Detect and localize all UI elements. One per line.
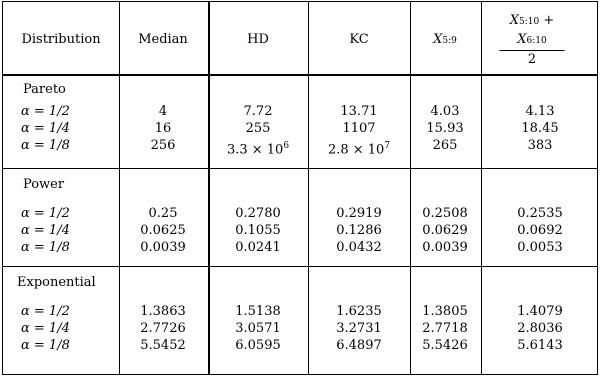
cell-median: 2.7726: [140, 321, 186, 336]
cell-hd: [227, 138, 289, 158]
results-table: [2, 1, 598, 375]
cell-x59: 2.7718: [422, 321, 468, 336]
cell-avg: 5.6143: [517, 338, 563, 353]
group-divider: [3, 266, 597, 267]
row-alpha-label: α = 1/4: [21, 121, 70, 136]
header-x59: X5:9: [433, 32, 457, 47]
cell-x59: 5.5426: [422, 338, 468, 353]
header-median: Median: [138, 32, 188, 47]
cell-hd: 0.0241: [235, 240, 281, 255]
cell-median: 0.0625: [140, 223, 186, 238]
header-divider: [3, 74, 597, 76]
cell-kc: 0.1286: [336, 223, 382, 238]
cell-kc-mantissa: 2.8 × 10: [327, 142, 385, 158]
column-divider: [481, 2, 482, 374]
cell-hd-mantissa: 3.3 × 10: [226, 142, 284, 158]
cell-kc: 1.6235: [336, 304, 382, 319]
cell-median: 0.25: [148, 206, 178, 221]
cell-hd: 6.0595: [235, 338, 281, 353]
cell-avg: 0.0053: [517, 240, 563, 255]
group-label-exponential: Exponential: [17, 275, 96, 290]
row-alpha-label: α = 1/2: [21, 104, 70, 119]
cell-kc: 1107: [342, 121, 376, 136]
group-label-power: Power: [23, 177, 65, 192]
cell-hd: 255: [245, 121, 271, 136]
row-alpha-label: α = 1/4: [21, 223, 70, 238]
cell-x59: 0.0629: [422, 223, 468, 238]
cell-hd: 3.0571: [235, 321, 281, 336]
cell-avg: 383: [527, 138, 553, 153]
cell-kc: 0.0432: [336, 240, 382, 255]
cell-hd: 0.1055: [235, 223, 281, 238]
row-alpha-label: α = 1/2: [21, 304, 70, 319]
header-hd: HD: [247, 32, 269, 47]
cell-median: 4: [158, 104, 168, 119]
cell-median: 5.5452: [140, 338, 186, 353]
row-alpha-label: α = 1/4: [21, 321, 70, 336]
column-divider: [410, 2, 411, 374]
column-divider: [308, 2, 309, 374]
cell-median: 0.0039: [140, 240, 186, 255]
cell-median: 16: [154, 121, 172, 136]
cell-kc: 6.4897: [336, 338, 382, 353]
cell-kc: 0.2919: [336, 206, 382, 221]
cell-x59: 15.93: [426, 121, 464, 136]
cell-avg: 18.45: [521, 121, 559, 136]
row-alpha-label: α = 1/2: [21, 206, 70, 221]
column-divider: [119, 2, 120, 374]
header-kc: KC: [349, 32, 369, 47]
cell-kc-exponent: 7: [384, 141, 391, 151]
fraction-denominator: 2: [527, 52, 537, 67]
cell-x59: 1.3805: [422, 304, 468, 319]
cell-x59: 265: [432, 138, 458, 153]
header-distribution: Distribution: [21, 32, 101, 47]
group-label-pareto: Pareto: [23, 82, 66, 97]
row-alpha-label: α = 1/8: [21, 138, 70, 153]
cell-x59: 0.0039: [422, 240, 468, 255]
cell-kc: [328, 138, 390, 158]
cell-avg: 0.0692: [517, 223, 563, 238]
cell-kc: 13.71: [340, 104, 378, 119]
row-alpha-label: α = 1/8: [21, 240, 70, 255]
cell-hd: 7.72: [243, 104, 273, 119]
cell-median: 256: [150, 138, 176, 153]
cell-avg: 0.2535: [517, 206, 563, 221]
cell-avg: 2.8036: [517, 321, 563, 336]
row-alpha-label: α = 1/8: [21, 338, 70, 353]
cell-hd: 0.2780: [235, 206, 281, 221]
cell-hd-exponent: 6: [283, 141, 290, 151]
cell-avg: 1.4079: [517, 304, 563, 319]
cell-x59: 0.2508: [422, 206, 468, 221]
column-divider: [208, 2, 210, 374]
group-divider: [3, 168, 597, 169]
cell-avg: 4.13: [525, 104, 555, 119]
header-average-order-stats: [500, 12, 565, 68]
cell-hd: 1.5138: [235, 304, 281, 319]
fraction-numerator: X5:10 + X6:10: [500, 12, 565, 51]
cell-kc: 3.2731: [336, 321, 382, 336]
cell-x59: 4.03: [430, 104, 460, 119]
cell-median: 1.3863: [140, 304, 186, 319]
